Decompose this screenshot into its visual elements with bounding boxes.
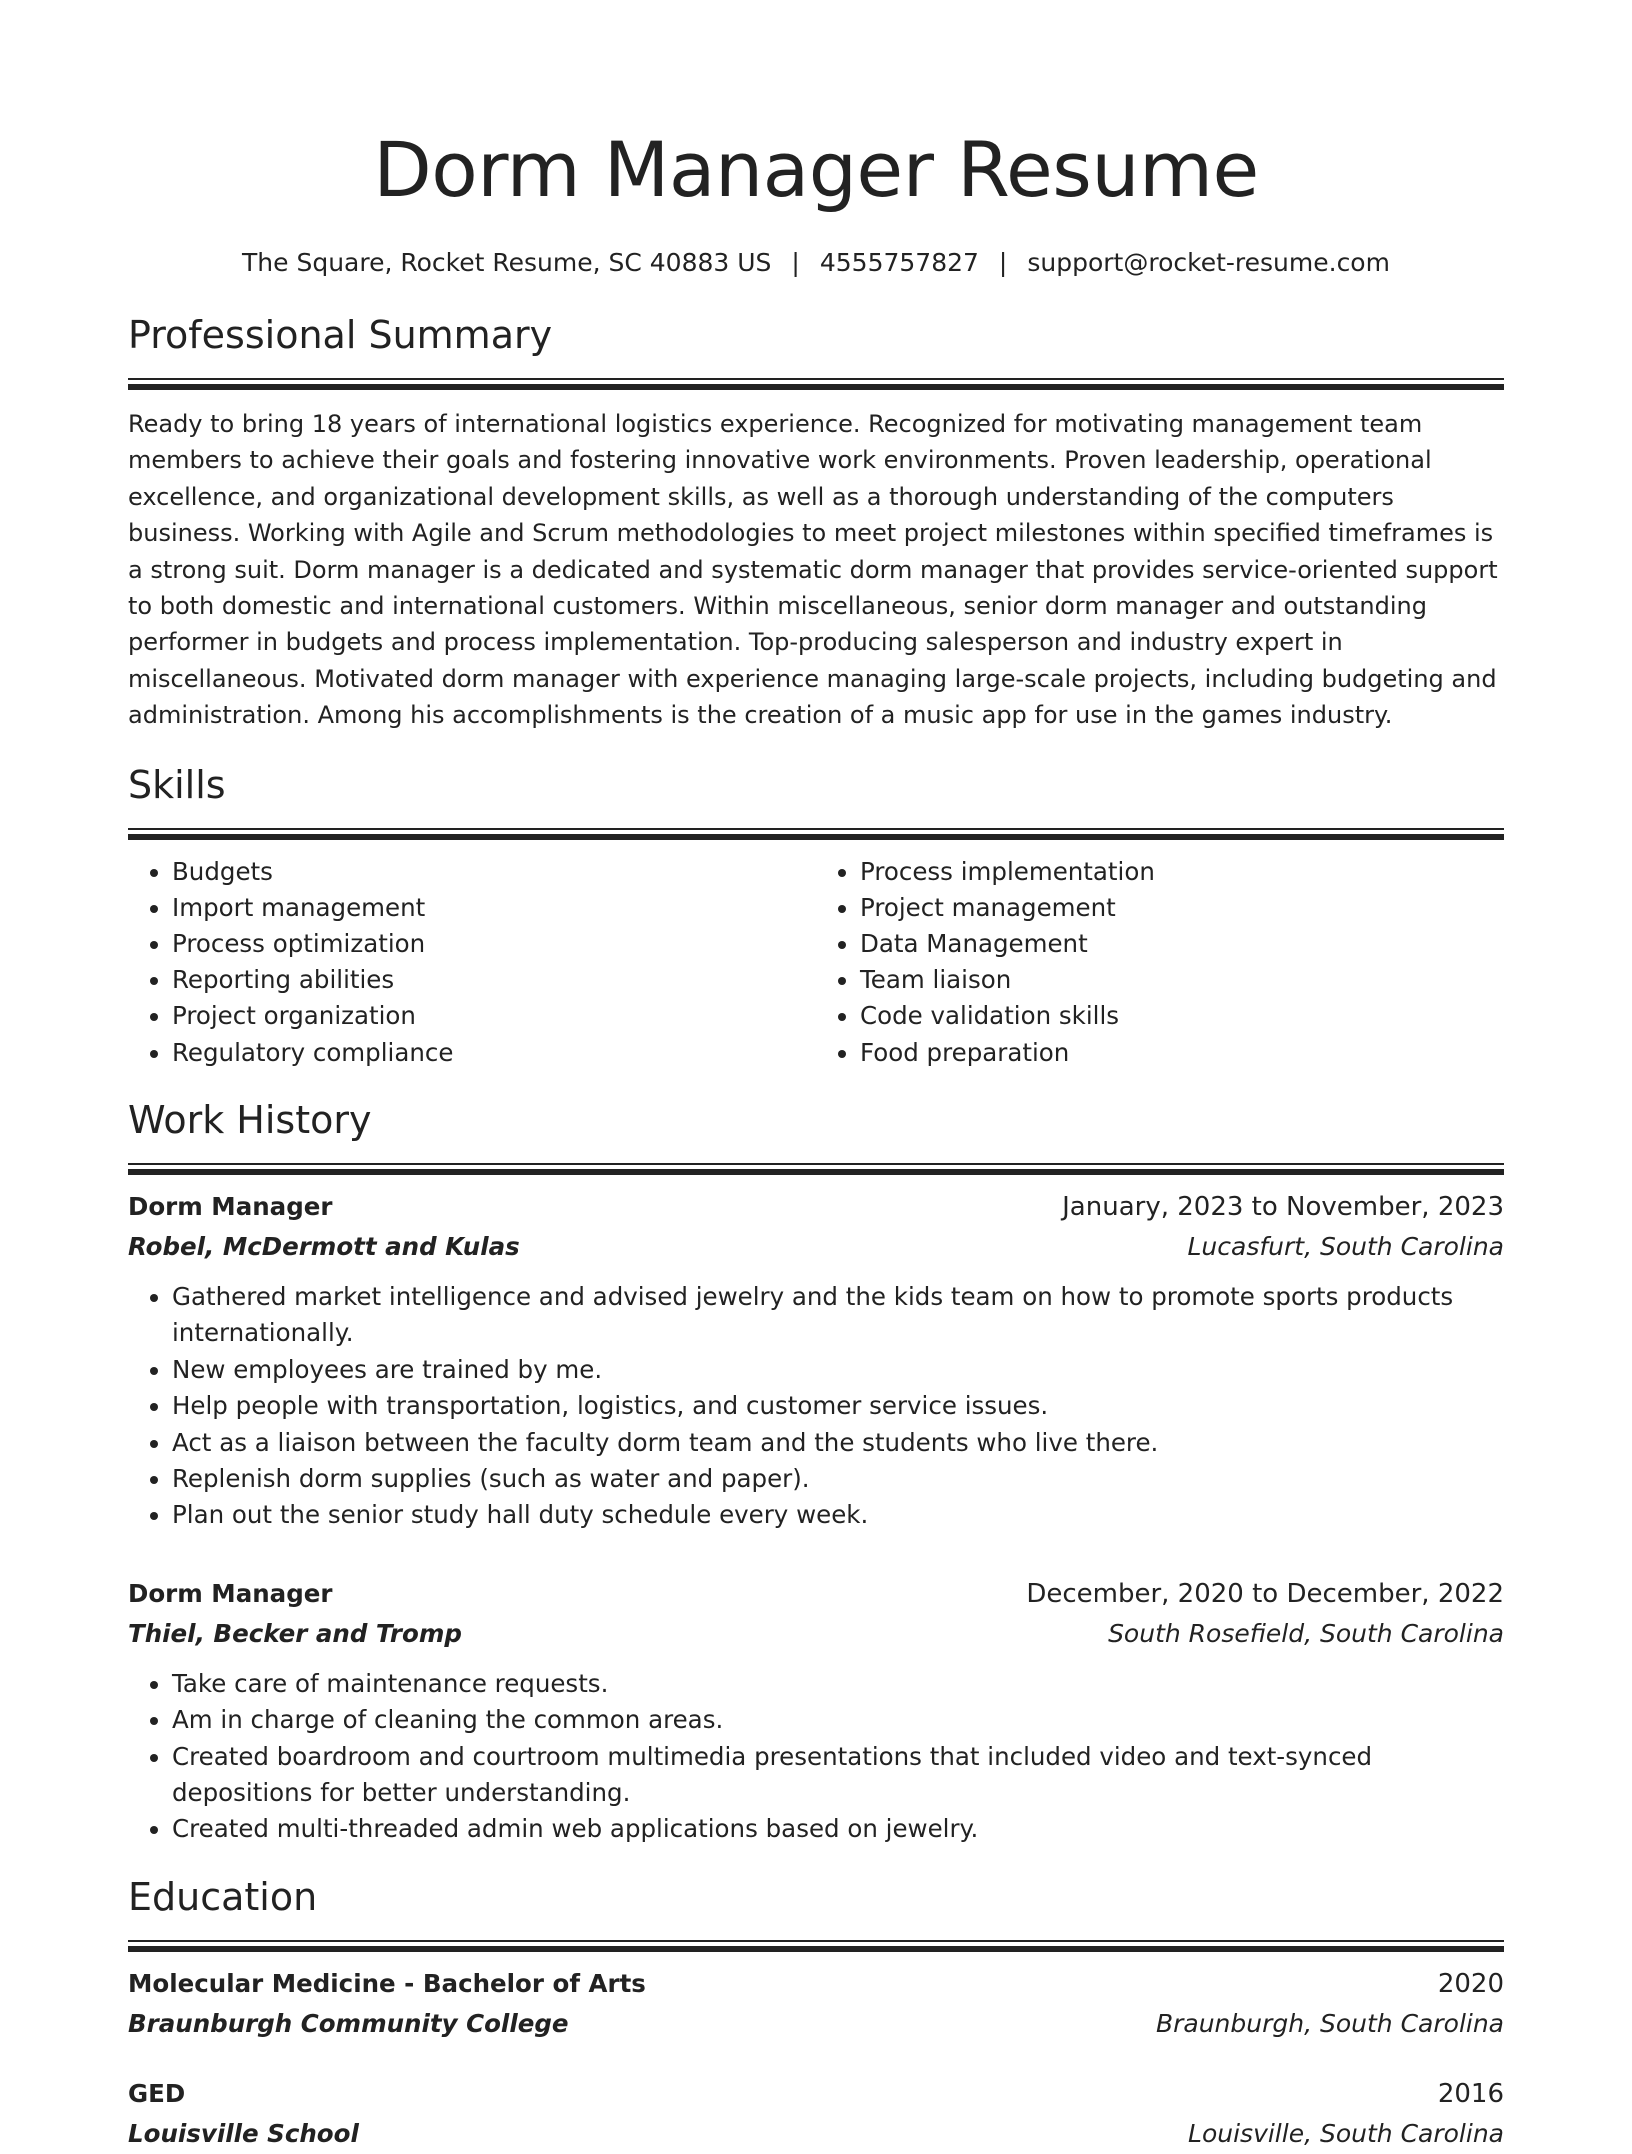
contact-line	[128, 246, 1504, 280]
job-company: Thiel, Becker and Tromp	[128, 1618, 462, 1648]
skill-item: • Process implementation	[860, 854, 1504, 890]
skill-item: • Process optimization	[172, 926, 816, 962]
skill-item: • Budgets	[172, 854, 816, 890]
section-divider	[128, 828, 1504, 838]
education-school: Louisville School	[128, 2118, 359, 2148]
skills-list-right	[816, 854, 1504, 1071]
section-divider	[128, 1163, 1504, 1173]
job-header-row	[128, 1187, 1504, 1227]
contact-address: The Square, Rocket Resume, SC 40883 US	[242, 248, 772, 277]
education-degree: GED	[128, 2078, 186, 2108]
education-school-row	[128, 2004, 1504, 2044]
education-header-row	[128, 1964, 1504, 2004]
job-bullet: • Created multi-threaded admin web applications based on jewelry.	[172, 1811, 1504, 1847]
job-bullet: • Replenish dorm supplies (such as water and paper).	[172, 1461, 1504, 1497]
work-history-section	[128, 1095, 1504, 1848]
skill-item: • Team liaison	[860, 962, 1504, 998]
job-bullet: • Act as a liaison between the faculty dorm team and the students who live there.	[172, 1425, 1504, 1461]
education-year: 2020	[1437, 1968, 1504, 1999]
job-company-row	[128, 1614, 1504, 1654]
education-school: Braunburgh Community College	[128, 2008, 569, 2038]
job-bullet: • New employees are trained by me.	[172, 1352, 1504, 1388]
section-divider	[128, 378, 1504, 388]
job-bullets	[128, 1666, 1504, 1848]
education-entry	[128, 1964, 1504, 2044]
education-section	[128, 1872, 1504, 2154]
job-title: Dorm Manager	[128, 1578, 333, 1608]
job-header-row	[128, 1574, 1504, 1614]
section-divider	[128, 1940, 1504, 1950]
resume-page	[128, 0, 1504, 2154]
job-bullet: • Created boardroom and courtroom multimedia presentations that included video and text-synced depositions for better understanding.	[172, 1739, 1504, 1812]
section-title-skills: Skills	[128, 762, 226, 807]
education-year: 2016	[1437, 2078, 1504, 2109]
job-dates: January, 2023 to November, 2023	[1062, 1191, 1504, 1222]
section-title-work-history: Work History	[128, 1097, 372, 1142]
skill-item: • Food preparation	[860, 1035, 1504, 1071]
section-title-education: Education	[128, 1874, 318, 1919]
summary-section	[128, 310, 1504, 734]
resume-title: Dorm Manager Resume	[373, 125, 1259, 214]
education-degree: Molecular Medicine - Bachelor of Arts	[128, 1968, 646, 1998]
job-entry	[128, 1187, 1504, 1534]
job-bullet: • Take care of maintenance requests.	[172, 1666, 1504, 1702]
job-company: Robel, McDermott and Kulas	[128, 1231, 520, 1261]
education-header-row	[128, 2074, 1504, 2114]
job-location: Lucasfurt, South Carolina	[1187, 1231, 1504, 1261]
skill-item: • Import management	[172, 890, 816, 926]
job-bullet: • Gathered market intelligence and advised jewelry and the kids team on how to promote sports products internationally.	[172, 1279, 1504, 1352]
skill-item: • Project management	[860, 890, 1504, 926]
job-bullet: • Help people with transportation, logistics, and customer service issues.	[172, 1388, 1504, 1424]
job-location: South Rosefield, South Carolina	[1108, 1618, 1504, 1648]
job-bullet: • Am in charge of cleaning the common areas.	[172, 1702, 1504, 1738]
skills-list-left	[128, 854, 816, 1071]
education-school-row	[128, 2114, 1504, 2154]
job-entry	[128, 1574, 1504, 1848]
job-bullet: • Plan out the senior study hall duty schedule every week.	[172, 1497, 1504, 1533]
education-entry	[128, 2074, 1504, 2154]
contact-separator: |	[998, 248, 1008, 277]
education-location: Braunburgh, South Carolina	[1155, 2008, 1504, 2038]
section-title-summary: Professional Summary	[128, 313, 553, 357]
skill-item: • Code validation skills	[860, 998, 1504, 1034]
contact-separator: |	[791, 248, 800, 277]
skill-item: • Reporting abilities	[172, 962, 816, 998]
education-location: Louisville, South Carolina	[1188, 2118, 1504, 2148]
skill-item: • Project organization	[172, 998, 816, 1034]
job-company-row	[128, 1227, 1504, 1267]
summary-text: Ready to bring 18 years of international logistics experience. Recognized for motivating management team members to achieve their goals and fostering innovative work environments. Proven leadership, operational excellence, and organizational development skills, as well as a thorough understanding of the computers business. Working with Agile and Scrum methodologies to meet project milestones within specified timeframes is a strong suit. Dorm manager is a dedicated and systematic dorm manager that provides service-oriented support to both domestic and international customers. Within miscellaneous, senior dorm manager and outstanding performer in budgets and process implementation. Top-producing salesperson and industry expert in miscellaneous. Motivated dorm manager with experience managing large-scale projects, including budgeting and administration. Among his accomplishments is the creation of a music app for use in the games industry.	[128, 410, 1498, 730]
skills-section	[128, 760, 1504, 1071]
contact-phone[interactable]: 4555757827	[819, 248, 979, 277]
skills-columns	[128, 854, 1504, 1071]
skill-item: • Regulatory compliance	[172, 1035, 816, 1071]
skill-item: • Data Management	[860, 926, 1504, 962]
job-title: Dorm Manager	[128, 1191, 333, 1221]
job-dates: December, 2020 to December, 2022	[1026, 1578, 1504, 1609]
contact-email[interactable]: support@rocket-resume.com	[1027, 248, 1390, 277]
job-bullets	[128, 1279, 1504, 1534]
